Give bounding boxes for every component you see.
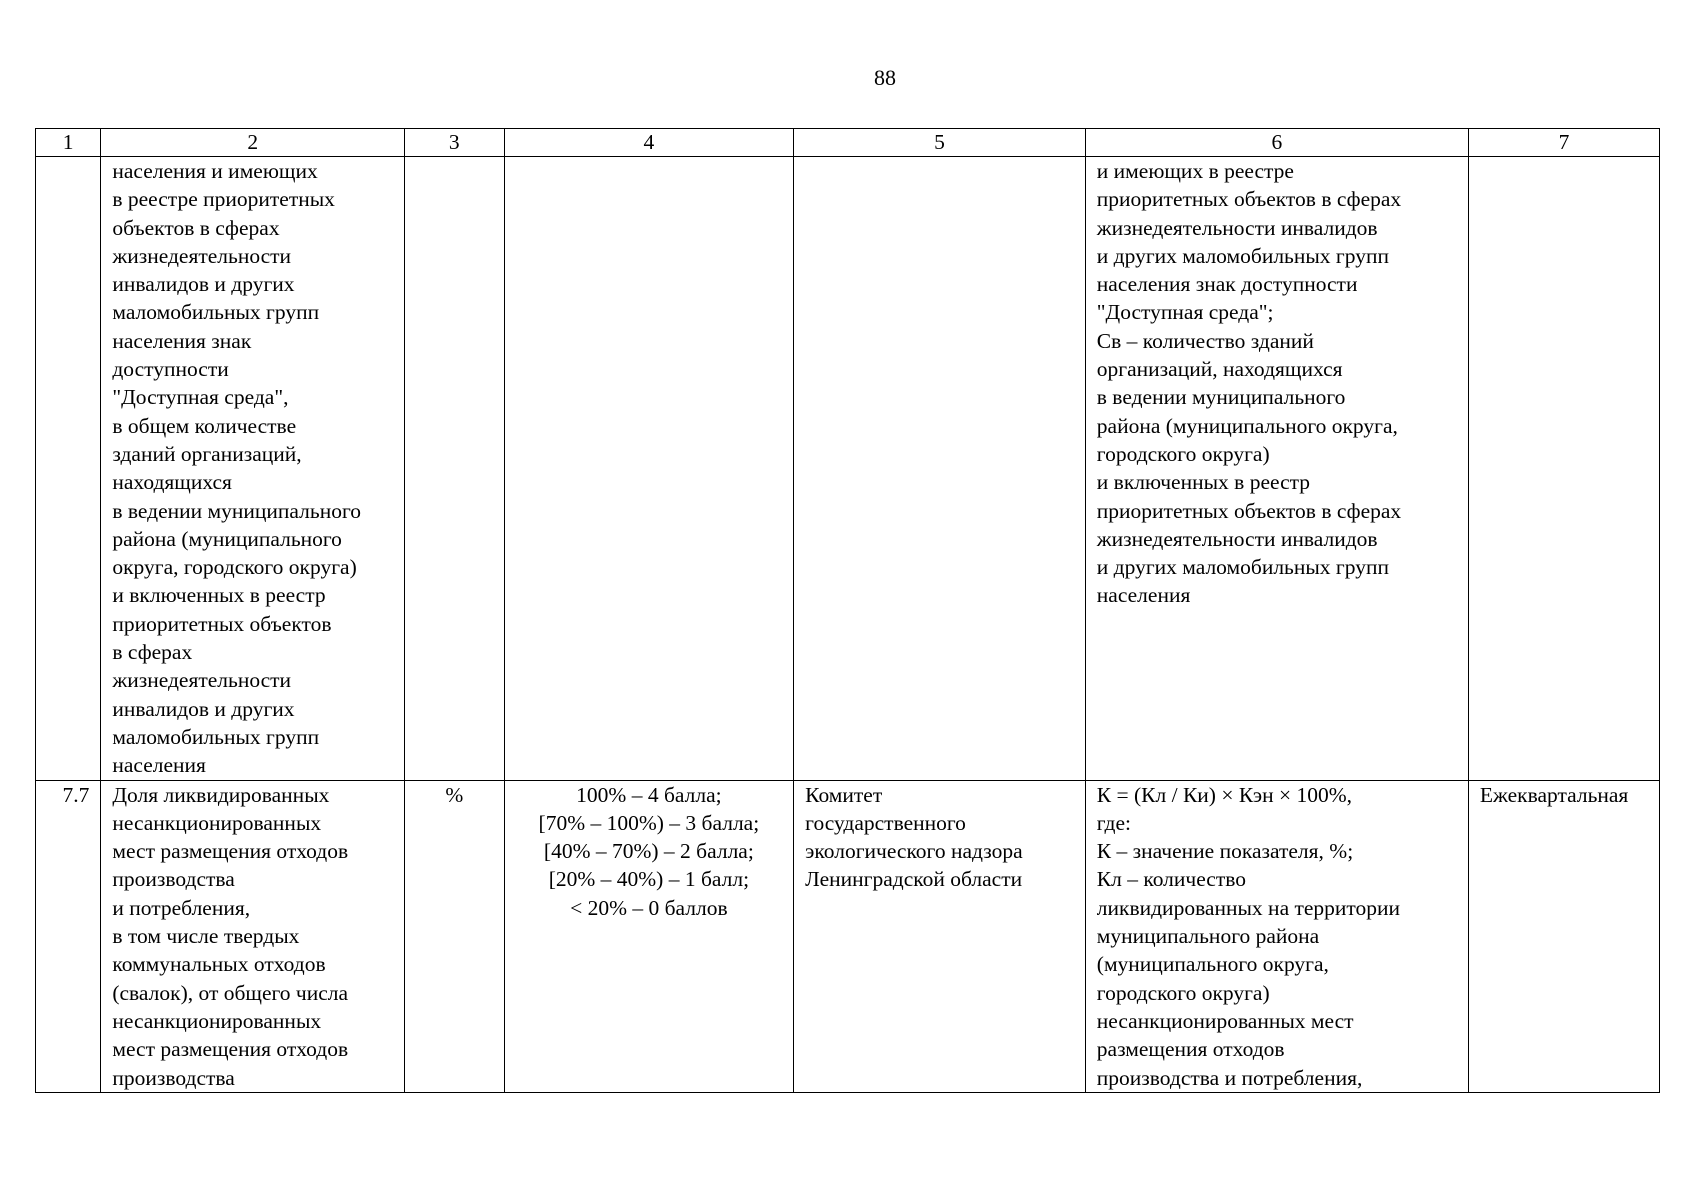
header-cell-6: 6 [1085,129,1468,157]
header-cell-7: 7 [1468,129,1659,157]
row-number-cell [36,157,101,781]
unit-cell [405,157,505,781]
header-cell-1: 1 [36,129,101,157]
scoring-cell: 100% – 4 балла; [70% – 100%) – 3 балла; [40% – 70%) – 2 балла; [20% – 40%) – 1 балл; < 20% – 0 баллов [504,780,794,1092]
periodicity-cell: Ежеквартальная [1468,780,1659,1092]
responsible-body-cell: Комитет государственного экологического надзора Ленинградской области [794,780,1086,1092]
unit-cell: % [405,780,505,1092]
periodicity-cell [1468,157,1659,781]
header-cell-5: 5 [794,129,1086,157]
responsible-body-cell [794,157,1086,781]
header-cell-3: 3 [405,129,505,157]
indicator-name-cell: Доля ликвидированных несанкционированных мест размещения отходов производства и потребления, в том числе твердых коммунальных отходов (свалок), от общего числа несанкционированных мест размещения отходов производства [101,780,405,1092]
indicator-name-cell: населения и имеющих в реестре приоритетных объектов в сферах жизнедеятельности инвалидов и других маломобильных групп населения знак доступности "Доступная среда", в общем количестве зданий организаций, находящихся в ведении муниципального района (муниципального округа, городского округа) и включенных в реестр приоритетных объектов в сферах жизнедеятельности инвалидов и других маломобильных групп населения [101,157,405,781]
header-cell-2: 2 [101,129,405,157]
page-number: 88 [874,65,896,90]
formula-cell: К = (Кл / Ки) × Кэн × 100%, где: К – значение показателя, %; Кл – количество ликвидированных на территории муниципального района (муниципального округа, городского округа) несанкционированных мест размещения отходов производства и потребления, [1085,780,1468,1092]
table-row [36,157,1660,781]
indicators-table [35,128,1660,1093]
header-cell-4: 4 [504,129,794,157]
formula-cell: и имеющих в реестре приоритетных объектов в сферах жизнедеятельности инвалидов и других маломобильных групп населения знак доступности "Доступная среда"; Св – количество зданий организаций, находящихся в ведении муниципального района (муниципального округа, городского округа) и включенных в реестр приоритетных объектов в сферах жизнедеятельности инвалидов и других маломобильных групп населения [1085,157,1468,781]
table-row [36,780,1660,1092]
row-number-cell: 7.7 [36,780,101,1092]
scoring-cell [504,157,794,781]
column-number-row [36,129,1660,157]
